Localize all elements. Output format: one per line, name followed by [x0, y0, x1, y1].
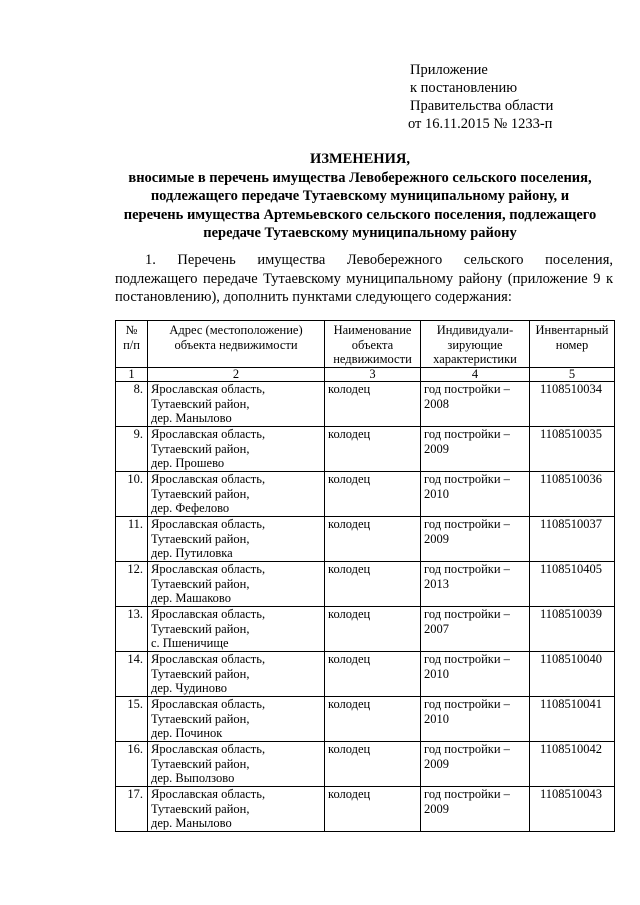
row-inventory-number: 1108510034 [530, 382, 615, 427]
row-object-name: колодец [325, 607, 421, 652]
row-address: Ярославская область, Тутаевский район, дер. Прошево [148, 427, 325, 472]
row-characteristics: год постройки – 2013 [421, 562, 530, 607]
row-number: 16. [116, 742, 148, 787]
row-object-name: колодец [325, 787, 421, 832]
column-number: 1 [116, 368, 148, 382]
header-cell-name: Наименование объекта недвижимости [325, 321, 421, 368]
title-heading: ИЗМЕНЕНИЯ, [310, 151, 410, 167]
row-characteristics: год постройки – 2009 [421, 742, 530, 787]
table-row [116, 697, 615, 742]
row-address: Ярославская область, Тутаевский район, с. Пшеничище [148, 607, 325, 652]
row-address: Ярославская область, Тутаевский район, дер. Фефелово [148, 472, 325, 517]
row-number: 12. [116, 562, 148, 607]
row-address: Ярославская область, Тутаевский район, дер. Манылово [148, 787, 325, 832]
title-line: передаче Тутаевскому муниципальному району [203, 225, 517, 241]
row-characteristics: год постройки – 2007 [421, 607, 530, 652]
title-line: подлежащего передаче Тутаевскому муниципальному району, и [150, 188, 570, 204]
annex-line: Приложение [410, 62, 488, 78]
row-inventory-number: 1108510042 [530, 742, 615, 787]
row-number: 8. [116, 382, 148, 427]
row-inventory-number: 1108510040 [530, 652, 615, 697]
column-number-row [116, 368, 615, 382]
row-address: Ярославская область, Тутаевский район, дер. Выползово [148, 742, 325, 787]
table-row [116, 607, 615, 652]
table-row [116, 382, 615, 427]
row-address: Ярославская область, Тутаевский район, дер. Починок [148, 697, 325, 742]
table-row [116, 427, 615, 472]
row-number: 13. [116, 607, 148, 652]
annex-line: Правительства области [410, 98, 554, 114]
row-inventory-number: 1108510036 [530, 472, 615, 517]
row-object-name: колодец [325, 382, 421, 427]
row-characteristics: год постройки – 2009 [421, 787, 530, 832]
title-line: вносимые в перечень имущества Левобережного сельского поселения, [128, 169, 592, 186]
header-cell-inventory: Инвентарный номер [530, 321, 615, 368]
row-object-name: колодец [325, 472, 421, 517]
table-row [116, 787, 615, 832]
header-cell-number: № п/п [116, 321, 148, 368]
row-object-name: колодец [325, 517, 421, 562]
table-header-row [116, 321, 615, 368]
table-row [116, 517, 615, 562]
table-row [116, 742, 615, 787]
row-object-name: колодец [325, 427, 421, 472]
table-row [116, 472, 615, 517]
title-line: перечень имущества Артемьевского сельского поселения, подлежащего [123, 206, 597, 223]
row-inventory-number: 1108510039 [530, 607, 615, 652]
row-number: 14. [116, 652, 148, 697]
row-characteristics: год постройки – 2009 [421, 517, 530, 562]
document-title [90, 150, 630, 243]
annex-line: к постановлению [410, 80, 518, 96]
row-object-name: колодец [325, 562, 421, 607]
row-characteristics: год постройки – 2010 [421, 472, 530, 517]
row-address: Ярославская область, Тутаевский район, дер. Путиловка [148, 517, 325, 562]
row-characteristics: год постройки – 2008 [421, 382, 530, 427]
row-characteristics: год постройки – 2010 [421, 697, 530, 742]
property-table [115, 320, 615, 832]
annex-line: от 16.11.2015 № 1233-п [408, 116, 553, 132]
row-number: 15. [116, 697, 148, 742]
row-characteristics: год постройки – 2010 [421, 652, 530, 697]
row-number: 11. [116, 517, 148, 562]
row-inventory-number: 1108510041 [530, 697, 615, 742]
column-number: 2 [148, 368, 325, 382]
row-number: 9. [116, 427, 148, 472]
row-number: 17. [116, 787, 148, 832]
row-address: Ярославская область, Тутаевский район, дер. Манылово [148, 382, 325, 427]
body-paragraph [115, 251, 613, 307]
row-inventory-number: 1108510405 [530, 562, 615, 607]
row-inventory-number: 1108510035 [530, 427, 615, 472]
row-object-name: колодец [325, 742, 421, 787]
header-cell-address: Адрес (местоположение) объекта недвижимости [148, 321, 325, 368]
row-number: 10. [116, 472, 148, 517]
row-address: Ярославская область, Тутаевский район, дер. Чудиново [148, 652, 325, 697]
row-inventory-number: 1108510037 [530, 517, 615, 562]
annex-block [410, 61, 553, 133]
column-number: 5 [530, 368, 615, 382]
column-number: 4 [421, 368, 530, 382]
row-object-name: колодец [325, 697, 421, 742]
column-number: 3 [325, 368, 421, 382]
row-address: Ярославская область, Тутаевский район, дер. Машаково [148, 562, 325, 607]
header-cell-characteristics: Индивидуали- зирующие характеристики [421, 321, 530, 368]
table-row [116, 562, 615, 607]
row-object-name: колодец [325, 652, 421, 697]
row-characteristics: год постройки – 2009 [421, 427, 530, 472]
row-inventory-number: 1108510043 [530, 787, 615, 832]
table-row [116, 652, 615, 697]
paragraph-rest: подлежащего передаче Тутаевскому муниципальному району (приложение 9 к постановлению), дополнить пунктами следующего содержания: [115, 270, 613, 305]
paragraph-first-line: 1. Перечень имущества Левобережного сельского поселения, [145, 252, 613, 268]
